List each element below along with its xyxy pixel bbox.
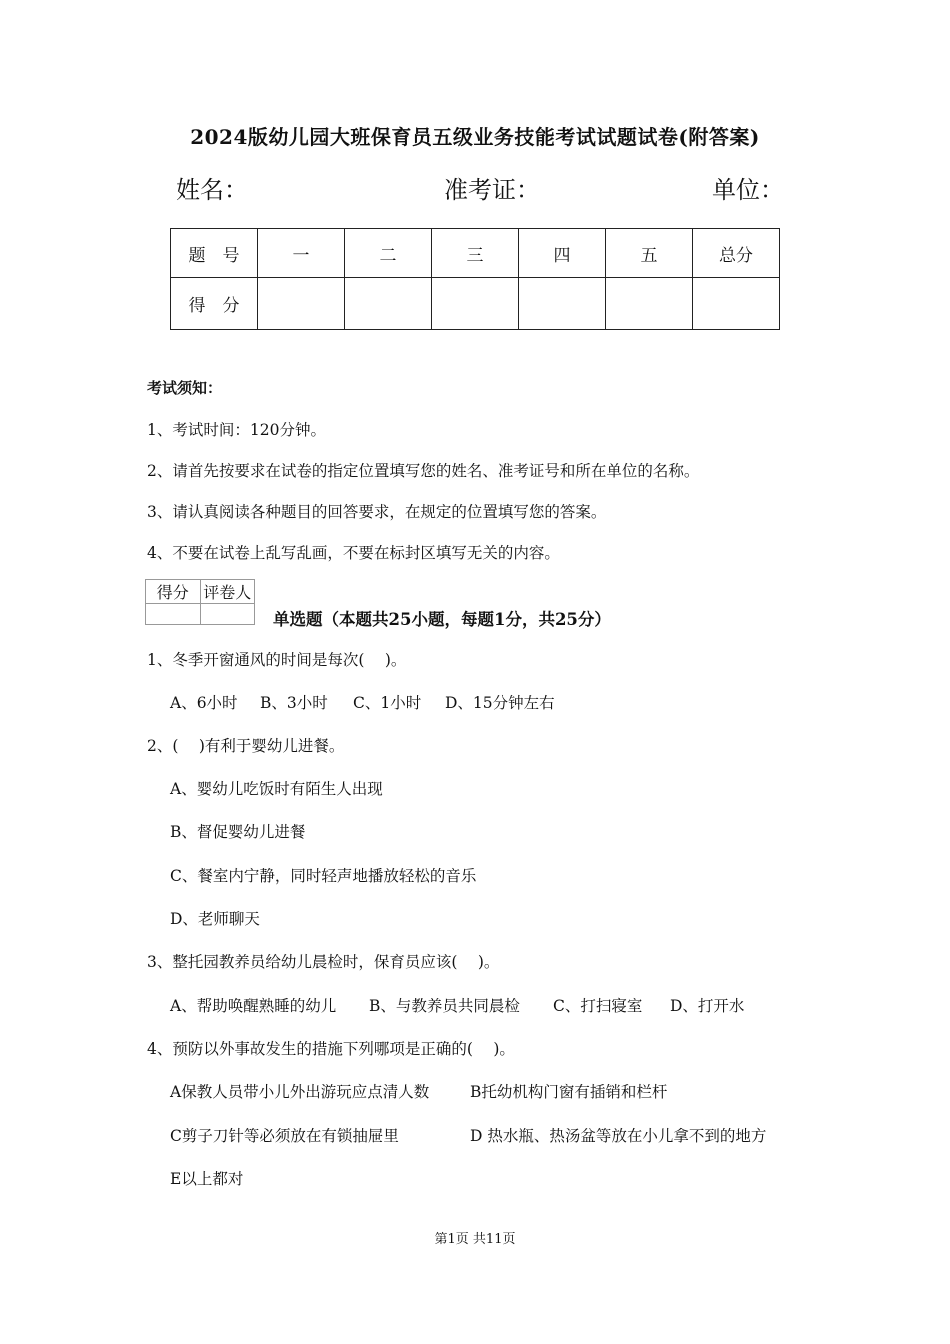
option[interactable]: C、打扫寝室 <box>553 997 643 1015</box>
notice-item: 1、考试时间：120分钟。 <box>147 421 326 439</box>
question-options-row <box>170 1124 766 1146</box>
grader-table <box>145 579 255 625</box>
score-cell-header: 五 <box>606 229 693 278</box>
score-cell-header: 三 <box>432 229 519 278</box>
question-stem: 3、整托园教养员给幼儿晨检时，保育员应该( )。 <box>147 953 500 971</box>
score-table-header-row <box>171 229 780 278</box>
grader-score-cell[interactable] <box>146 604 201 625</box>
option[interactable]: C、餐室内宁静，同时轻声地播放轻松的音乐 <box>170 867 477 885</box>
score-input-cell[interactable] <box>432 278 519 330</box>
question-stem: 2、( )有利于婴幼儿进餐。 <box>147 737 345 755</box>
option[interactable]: A保教人员带小儿外出游玩应点清人数 <box>170 1083 430 1101</box>
option[interactable]: B、与教养员共同晨检 <box>369 997 520 1015</box>
option[interactable]: D 热水瓶、热汤盆等放在小儿拿不到的地方 <box>470 1127 767 1145</box>
option[interactable]: B、督促婴幼儿进餐 <box>170 823 306 841</box>
option[interactable]: C剪子刀针等必须放在有锁抽屉里 <box>170 1127 399 1145</box>
score-input-cell[interactable] <box>606 278 693 330</box>
score-row-label: 得 分 <box>171 278 258 330</box>
notice-item: 4、不要在试卷上乱写乱画，不要在标封区填写无关的内容。 <box>147 544 560 562</box>
score-input-cell[interactable] <box>345 278 432 330</box>
page-footer: 第1页 共11页 <box>434 1232 516 1247</box>
notice-item: 3、请认真阅读各种题目的回答要求，在规定的位置填写您的答案。 <box>147 503 607 521</box>
option[interactable]: A、6小时 <box>170 694 238 712</box>
score-cell-header: 总分 <box>693 229 780 278</box>
exam-id-label: 准考证： <box>444 176 540 204</box>
option[interactable]: A、婴幼儿吃饭时有陌生人出现 <box>170 780 383 798</box>
score-table <box>170 228 780 330</box>
grader-score-label: 得分 <box>146 580 201 604</box>
score-table-score-row <box>171 278 780 330</box>
exam-title: 2024版幼儿园大班保育员五级业务技能考试试题试卷(附答案) <box>190 125 760 149</box>
score-input-cell[interactable] <box>258 278 345 330</box>
option[interactable]: B、3小时 <box>260 694 328 712</box>
question-options-row <box>170 994 744 1016</box>
option[interactable]: D、老师聊天 <box>170 910 260 928</box>
grader-name-cell[interactable] <box>200 604 255 625</box>
option[interactable]: B托幼机构门窗有插销和栏杆 <box>470 1083 668 1101</box>
question-stem: 1、冬季开窗通风的时间是每次( )。 <box>147 651 407 669</box>
score-cell-header: 二 <box>345 229 432 278</box>
question-options-row <box>170 1080 667 1102</box>
option[interactable]: A、帮助唤醒熟睡的幼儿 <box>170 997 337 1015</box>
question-options-row <box>170 691 555 713</box>
score-input-cell[interactable] <box>693 278 780 330</box>
option[interactable]: C、1小时 <box>353 694 422 712</box>
question-stem: 4、预防以外事故发生的措施下列哪项是正确的( )。 <box>147 1040 515 1058</box>
grader-name-label: 评卷人 <box>200 580 255 604</box>
score-cell-header: 一 <box>258 229 345 278</box>
score-cell-header: 题 号 <box>171 229 258 278</box>
score-input-cell[interactable] <box>519 278 606 330</box>
section-title: 单选题（本题共25小题，每题1分，共25分） <box>273 610 611 629</box>
score-cell-header: 四 <box>519 229 606 278</box>
name-label: 姓名： <box>176 176 248 204</box>
option[interactable]: E以上都对 <box>170 1170 244 1188</box>
option[interactable]: D、打开水 <box>670 997 745 1015</box>
option[interactable]: D、15分钟左右 <box>445 694 555 712</box>
unit-label: 单位： <box>712 176 784 204</box>
notice-heading: 考试须知： <box>147 379 223 397</box>
notice-item: 2、请首先按要求在试卷的指定位置填写您的姓名、准考证号和所在单位的名称。 <box>147 462 700 480</box>
